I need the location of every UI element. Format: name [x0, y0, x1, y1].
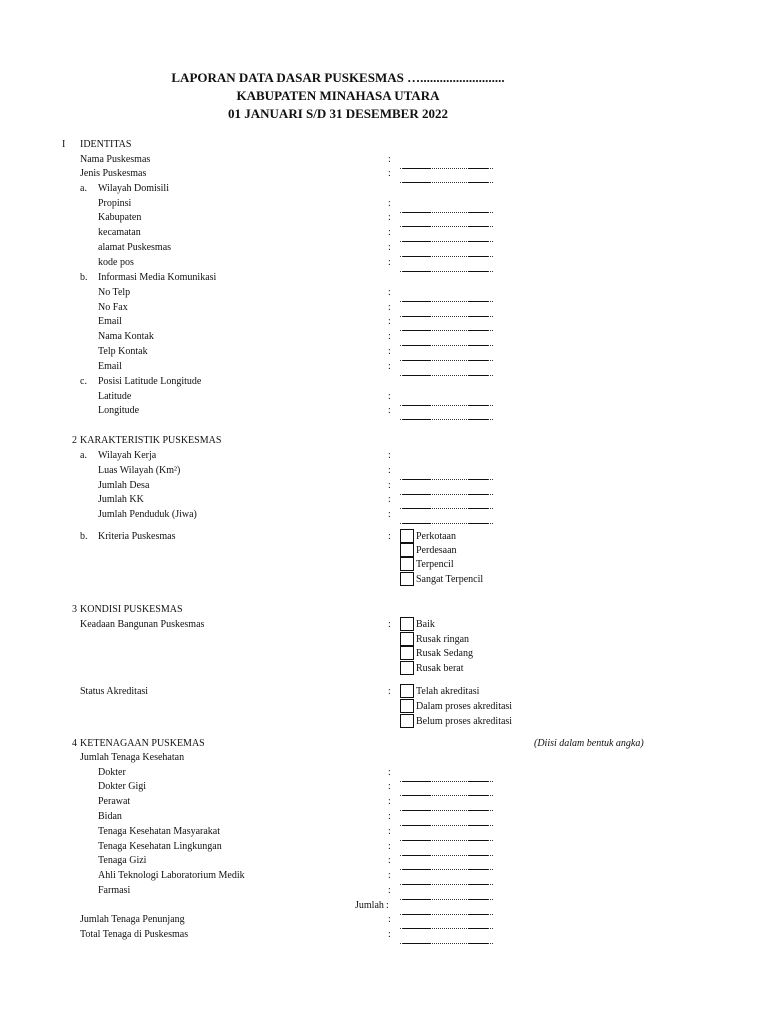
section-3-title: KONDISI PUSKESMAS — [80, 604, 183, 615]
fill-line[interactable] — [400, 216, 493, 228]
checkbox[interactable] — [400, 617, 414, 631]
fill-instruction-note: (Diisi dalam bentuk angka) — [534, 738, 644, 749]
subsection-mark: b. — [80, 272, 88, 283]
checkbox[interactable] — [400, 699, 414, 713]
field-label: Nama Puskesmas — [80, 154, 151, 165]
colon: : — [388, 331, 391, 342]
checkbox-label: Rusak Sedang — [416, 648, 473, 659]
fill-line[interactable] — [400, 365, 493, 377]
field-label: Kabupaten — [98, 212, 142, 223]
fill-line[interactable] — [400, 320, 493, 332]
report-title: LAPORAN DATA DASAR PUSKESMAS ….......................... — [171, 70, 505, 85]
field-label: Jumlah KK — [98, 494, 144, 505]
fill-line[interactable] — [400, 409, 493, 421]
fill-line[interactable] — [400, 815, 493, 827]
checkbox[interactable] — [400, 529, 414, 543]
colon: : — [388, 811, 391, 822]
colon: : — [388, 302, 391, 313]
colon: : — [388, 361, 391, 372]
field-label: Status Akreditasi — [80, 686, 149, 697]
fill-line[interactable] — [400, 771, 493, 783]
section-1-number: I — [62, 139, 66, 150]
fill-line[interactable] — [400, 291, 493, 303]
colon: : — [388, 781, 391, 792]
field-label: Dokter — [98, 767, 126, 778]
field-label: Luas Wilayah (Km²) — [98, 465, 181, 476]
fill-line[interactable] — [400, 859, 493, 871]
field-label: Jenis Puskesmas — [80, 168, 147, 179]
subsection-title: Jumlah Tenaga Kesehatan — [80, 752, 185, 763]
fill-line[interactable] — [400, 785, 493, 797]
checkbox-label: Telah akreditasi — [416, 686, 480, 697]
fill-line[interactable] — [400, 231, 493, 243]
checkbox[interactable] — [400, 661, 414, 675]
subsection-title: Informasi Media Komunikasi — [98, 272, 217, 283]
subsection-mark: a. — [80, 183, 87, 194]
checkbox[interactable] — [400, 543, 414, 557]
field-label: Telp Kontak — [98, 346, 148, 357]
field-label: alamat Puskesmas — [98, 242, 172, 253]
section-2-title: KARAKTERISTIK PUSKESMAS — [80, 435, 222, 446]
fill-line[interactable] — [400, 395, 493, 407]
field-label: Email — [98, 361, 122, 372]
section-1-title: IDENTITAS — [80, 139, 132, 150]
subsection-mark: a. — [80, 450, 87, 461]
fill-line[interactable] — [400, 874, 493, 886]
field-label: Keadaan Bangunan Puskesmas — [80, 619, 205, 630]
subsection-title: Posisi Latitude Longitude — [98, 376, 202, 387]
colon: : — [388, 619, 391, 630]
field-label: Propinsi — [98, 198, 132, 209]
fill-line[interactable] — [400, 904, 493, 916]
field-label: Longitude — [98, 405, 140, 416]
checkbox[interactable] — [400, 646, 414, 660]
colon: : — [388, 465, 391, 476]
subsection-title: Wilayah Kerja — [98, 450, 157, 461]
checkbox[interactable] — [400, 557, 414, 571]
checkbox-label: Dalam proses akreditasi — [416, 701, 513, 712]
subsection-mark: b. — [80, 531, 88, 542]
subsection-title: Wilayah Domisili — [98, 183, 169, 194]
fill-line[interactable] — [400, 484, 493, 496]
field-label: kecamatan — [98, 227, 141, 238]
section-3-number: 3 — [72, 604, 77, 615]
colon: : — [388, 494, 391, 505]
fill-line[interactable] — [400, 498, 493, 510]
field-label: Tenaga Gizi — [98, 855, 147, 866]
colon: : — [386, 900, 389, 911]
checkbox[interactable] — [400, 714, 414, 728]
field-label: kode pos — [98, 257, 134, 268]
subsection-title: Kriteria Puskesmas — [98, 531, 176, 542]
colon: : — [388, 531, 391, 542]
field-label: Ahli Teknologi Laboratorium Medik — [98, 870, 245, 881]
colon: : — [388, 929, 391, 940]
field-label: Latitude — [98, 391, 132, 402]
colon: : — [388, 686, 391, 697]
section-4-number: 4 — [72, 738, 77, 749]
field-label: Jumlah Penduduk (Jiwa) — [98, 509, 197, 520]
colon: : — [388, 227, 391, 238]
colon: : — [388, 767, 391, 778]
colon: : — [388, 855, 391, 866]
colon: : — [388, 287, 391, 298]
colon: : — [388, 212, 391, 223]
section-2-number: 2 — [72, 435, 77, 446]
fill-line[interactable] — [400, 933, 493, 945]
fill-line[interactable] — [400, 172, 493, 184]
colon: : — [388, 509, 391, 520]
colon: : — [388, 480, 391, 491]
colon: : — [388, 242, 391, 253]
field-label: Dokter Gigi — [98, 781, 147, 792]
checkbox-label: Terpencil — [416, 559, 454, 570]
colon: : — [388, 168, 391, 179]
fill-line[interactable] — [400, 800, 493, 812]
colon: : — [388, 450, 391, 461]
fill-line[interactable] — [400, 261, 493, 273]
fill-line[interactable] — [400, 513, 493, 525]
colon: : — [388, 198, 391, 209]
checkbox[interactable] — [400, 684, 414, 698]
field-label: No Fax — [98, 302, 128, 313]
field-label: Nama Kontak — [98, 331, 154, 342]
field-label: Tenaga Kesehatan Lingkungan — [98, 841, 222, 852]
field-label: No Telp — [98, 287, 131, 298]
field-label: Tenaga Kesehatan Masyarakat — [98, 826, 221, 837]
checkbox-label: Perkotaan — [416, 531, 456, 542]
fill-line[interactable] — [400, 335, 493, 347]
fill-line[interactable] — [400, 306, 493, 318]
total-label: Jumlah — [355, 900, 384, 911]
checkbox-label: Rusak berat — [416, 663, 464, 674]
checkbox-label: Perdesaan — [416, 545, 457, 556]
colon: : — [388, 405, 391, 416]
section-4-title: KETENAGAAN PUSKEMAS — [80, 738, 205, 749]
fill-line[interactable] — [400, 202, 493, 214]
checkbox-label: Sangat Terpencil — [416, 574, 484, 585]
colon: : — [388, 841, 391, 852]
fill-line[interactable] — [400, 830, 493, 842]
colon: : — [388, 154, 391, 165]
subsection-mark: c. — [80, 376, 87, 387]
field-label: Jumlah Desa — [98, 480, 150, 491]
colon: : — [388, 796, 391, 807]
regency-title: KABUPATEN MINAHASA UTARA — [236, 88, 440, 103]
fill-line[interactable] — [400, 350, 493, 362]
fill-line[interactable] — [400, 469, 493, 481]
checkbox[interactable] — [400, 572, 414, 586]
colon: : — [388, 885, 391, 896]
colon: : — [388, 870, 391, 881]
colon: : — [388, 826, 391, 837]
fill-line[interactable] — [400, 918, 493, 930]
colon: : — [388, 316, 391, 327]
fill-line[interactable] — [400, 889, 493, 901]
period-title: 01 JANUARI S/D 31 DESEMBER 2022 — [228, 106, 448, 121]
field-label: Bidan — [98, 811, 122, 822]
checkbox-label: Rusak ringan — [416, 634, 470, 645]
fill-line[interactable] — [400, 246, 493, 258]
colon: : — [388, 346, 391, 357]
colon: : — [388, 257, 391, 268]
fill-line[interactable] — [400, 158, 493, 170]
checkbox-label: Belum proses akreditasi — [416, 716, 513, 727]
field-label: Total Tenaga di Puskesmas — [80, 929, 189, 940]
field-label: Jumlah Tenaga Penunjang — [80, 914, 185, 925]
colon: : — [388, 914, 391, 925]
field-label: Perawat — [98, 796, 131, 807]
field-label: Email — [98, 316, 122, 327]
field-label: Farmasi — [98, 885, 131, 896]
colon: : — [388, 391, 391, 402]
checkbox[interactable] — [400, 632, 414, 646]
checkbox-label: Baik — [416, 619, 435, 630]
fill-line[interactable] — [400, 845, 493, 857]
